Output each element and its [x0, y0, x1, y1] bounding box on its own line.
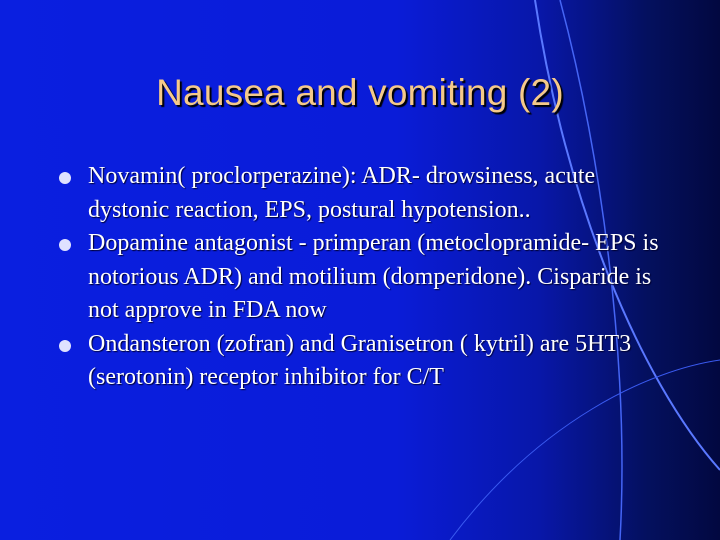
bullet-list	[88, 160, 668, 395]
bullet-text: Novamin( proclorperazine): ADR- drowsiness, acute dystonic reaction, EPS, postural hypotension..	[88, 163, 596, 223]
bullet-item	[88, 227, 668, 328]
bullet-text: Dopamine antagonist - primperan (metoclopramide- EPS is notorious ADR) and motilium (domperidone). Cisparide is not approve in FDA now	[88, 230, 659, 323]
bullet-dot-icon	[59, 340, 71, 352]
bullet-dot-icon	[59, 239, 71, 251]
bullet-item	[88, 160, 668, 227]
slide-title: Nausea and vomiting (2)	[156, 72, 564, 113]
bullet-dot-icon	[59, 172, 71, 184]
bullet-text: Ondansteron (zofran) and Granisetron ( kytril) are 5HT3 (serotonin) receptor inhibitor for C/T	[88, 330, 632, 390]
bullet-item	[88, 328, 668, 395]
